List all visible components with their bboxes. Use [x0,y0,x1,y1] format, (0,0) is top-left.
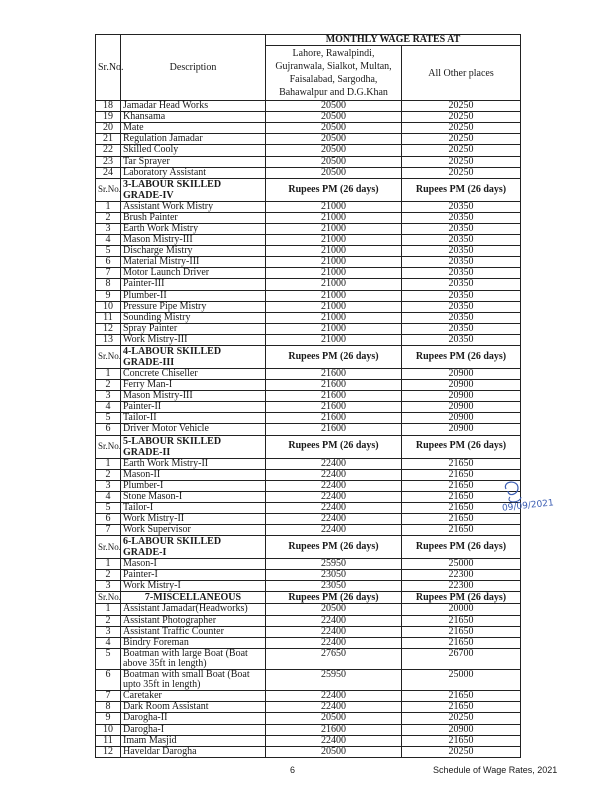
rate-other-places-cell: 20350 [402,212,521,223]
sr-no-cell: 10 [96,724,121,735]
sr-no-cell: 13 [96,334,121,345]
rate-other-places-cell: 20900 [402,724,521,735]
description-cell: Painter-III [121,279,266,290]
rate-cities-cell: 20500 [266,156,402,167]
table-row [96,112,521,123]
rate-cities-cell: 22400 [266,735,402,746]
rate-cities-cell: 21600 [266,391,402,402]
rate-cities-cell: 21000 [266,268,402,279]
description-cell: Work Mistry-II [121,514,266,525]
table-row [96,279,521,290]
section-header-row [96,178,521,201]
rate-other-places-cell: 20350 [402,323,521,334]
sr-no-cell: 18 [96,101,121,112]
description-cell: Dark Room Assistant [121,702,266,713]
rate-cities-cell: 21600 [266,380,402,391]
description-cell: Skilled Cooly [121,145,266,156]
description-cell: Boatman with large Boat (Boat above 35ft in length) [121,648,266,669]
rate-other-places-cell: 21650 [402,702,521,713]
rate-other-places-cell: 26700 [402,648,521,669]
table-row [96,134,521,145]
rate-cities-cell: 23050 [266,570,402,581]
description-cell: Tailor-II [121,413,266,424]
rate-other-places-cell: 22300 [402,570,521,581]
sr-no-cell: 2 [96,380,121,391]
rate-other-places-cell: 21650 [402,502,521,513]
sr-no-cell: 8 [96,702,121,713]
section-header-row [96,536,521,559]
rate-cities-cell: 20500 [266,134,402,145]
description-cell: Laboratory Assistant [121,167,266,178]
sr-no-cell: 11 [96,735,121,746]
table-row [96,312,521,323]
description-cell: Darogha-I [121,724,266,735]
table-row [96,691,521,702]
description-cell: Tar Sprayer [121,156,266,167]
rate-cities-cell: 23050 [266,581,402,592]
cities-column-header: Lahore, Rawalpindi, Gujranwala, Sialkot, Multan, Faisalabad, Sargodha, Bahawalpur and D.G.Khan [266,46,402,101]
description-cell: Work Mistry-III [121,334,266,345]
description-cell: Discharge Mistry [121,246,266,257]
rate-cities-cell: 20500 [266,112,402,123]
sr-no-cell: 1 [96,458,121,469]
description-cell: Motor Launch Driver [121,268,266,279]
rate-other-places-cell: 21650 [402,469,521,480]
description-cell: Imam Masjid [121,735,266,746]
rate-other-places-cell: 20350 [402,334,521,345]
rate-cities-cell: 22400 [266,525,402,536]
description-cell: Tailor-I [121,502,266,513]
section-rate-cities-label: Rupees PM (26 days) [266,178,402,201]
sr-no-cell: 1 [96,368,121,379]
section-title: 7-MISCELLANEOUS [121,592,266,604]
table-row [96,201,521,212]
sr-no-cell: 24 [96,167,121,178]
rate-cities-cell: 20500 [266,123,402,134]
rate-cities-cell: 25950 [266,670,402,691]
rate-cities-cell: 21600 [266,424,402,435]
rate-cities-cell: 21000 [266,257,402,268]
sr-no-cell: 23 [96,156,121,167]
description-cell: Work Mistry-I [121,581,266,592]
rate-other-places-cell: 21650 [402,615,521,626]
rate-other-places-cell: 20900 [402,380,521,391]
table-row [96,380,521,391]
rate-other-places-cell: 20350 [402,268,521,279]
table-row [96,323,521,334]
sr-no-cell: 3 [96,223,121,234]
rate-other-places-cell: 20900 [402,391,521,402]
description-cell: Earth Work Mistry-II [121,458,266,469]
sr-no-cell: 3 [96,480,121,491]
rate-other-places-cell: 20350 [402,223,521,234]
rate-other-places-cell: 20250 [402,123,521,134]
rate-other-places-cell: 20350 [402,201,521,212]
handwritten-signature [496,479,558,519]
sr-no-cell: 4 [96,637,121,648]
rate-cities-cell: 21000 [266,334,402,345]
rate-other-places-cell: 20250 [402,156,521,167]
sr-no-cell: 19 [96,112,121,123]
rate-cities-cell: 25950 [266,559,402,570]
table-row [96,480,521,491]
description-cell: Regulation Jamadar [121,134,266,145]
section-header-row [96,345,521,368]
sr-no-cell: 1 [96,559,121,570]
section-sr-no-label: Sr.No. [96,536,121,559]
description-header: Description [121,35,266,101]
section-title: 6-LABOUR SKILLED GRADE-I [121,536,266,559]
monthly-wage-title: MONTHLY WAGE RATES AT [266,35,521,46]
rate-other-places-cell: 21650 [402,480,521,491]
table-row [96,581,521,592]
sr-no-cell: 1 [96,201,121,212]
section-rate-other-label: Rupees PM (26 days) [402,435,521,458]
sr-no-cell: 21 [96,134,121,145]
rate-other-places-cell: 20900 [402,413,521,424]
table-row [96,604,521,615]
description-cell: Assistant Traffic Counter [121,626,266,637]
rate-other-places-cell: 21650 [402,626,521,637]
rate-cities-cell: 21600 [266,368,402,379]
description-cell: Caretaker [121,691,266,702]
sr-no-cell: 6 [96,670,121,691]
rate-other-places-cell: 21650 [402,735,521,746]
sr-no-cell: 2 [96,615,121,626]
section-title: 5-LABOUR SKILLED GRADE-II [121,435,266,458]
description-cell: Mason-II [121,469,266,480]
table-row [96,301,521,312]
rate-cities-cell: 21600 [266,413,402,424]
sr-no-cell: 5 [96,648,121,669]
rate-other-places-cell: 22300 [402,581,521,592]
sr-no-cell: 9 [96,713,121,724]
description-cell: Darogha-II [121,713,266,724]
table-row [96,145,521,156]
rate-cities-cell: 21000 [266,201,402,212]
table-row [96,334,521,345]
rate-other-places-cell: 20900 [402,402,521,413]
description-cell: Painter-II [121,402,266,413]
section-rate-other-label: Rupees PM (26 days) [402,536,521,559]
table-row [96,413,521,424]
description-cell: Boatman with small Boat (Boat upto 35ft in length) [121,670,266,691]
rate-cities-cell: 20500 [266,746,402,757]
sr-no-cell: 12 [96,746,121,757]
sr-no-cell: 5 [96,413,121,424]
sr-no-cell: 6 [96,424,121,435]
section-header-row [96,435,521,458]
rate-other-places-cell: 20350 [402,235,521,246]
table-row [96,637,521,648]
rate-other-places-cell: 20250 [402,101,521,112]
sr-no-cell: 2 [96,212,121,223]
sr-no-cell: 12 [96,323,121,334]
description-cell: Mason-I [121,559,266,570]
rate-other-places-cell: 21650 [402,514,521,525]
rate-other-places-cell: 20250 [402,746,521,757]
description-cell: Assistant Photographer [121,615,266,626]
table-row [96,290,521,301]
sr-no-cell: 4 [96,402,121,413]
table-row [96,223,521,234]
description-cell: Concrete Chiseller [121,368,266,379]
rate-other-places-cell: 20350 [402,312,521,323]
table-row [96,702,521,713]
sr-no-cell: 6 [96,514,121,525]
description-cell: Plumber-II [121,290,266,301]
table-row [96,246,521,257]
rate-cities-cell: 20500 [266,604,402,615]
sr-no-cell: 1 [96,604,121,615]
rate-cities-cell: 20500 [266,145,402,156]
table-row [96,257,521,268]
section-sr-no-label: Sr.No. [96,345,121,368]
table-row [96,724,521,735]
rate-cities-cell: 20500 [266,167,402,178]
sr-no-cell: 2 [96,469,121,480]
other-places-column-header: All Other places [402,46,521,101]
table-row [96,368,521,379]
sr-no-cell: 11 [96,312,121,323]
sr-no-cell: 3 [96,391,121,402]
table-row [96,746,521,757]
sr-no-cell: 7 [96,268,121,279]
section-rate-other-label: Rupees PM (26 days) [402,592,521,604]
table-row [96,514,521,525]
description-cell: Stone Mason-I [121,491,266,502]
section-sr-no-label: Sr.No. [96,178,121,201]
section-sr-no-label: Sr.No. [96,592,121,604]
description-cell: Spray Painter [121,323,266,334]
description-cell: Earth Work Mistry [121,223,266,234]
table-row [96,424,521,435]
table-row [96,570,521,581]
rate-other-places-cell: 21650 [402,525,521,536]
sr-no-cell: 4 [96,235,121,246]
description-cell: Sounding Mistry [121,312,266,323]
sr-no-cell: 6 [96,257,121,268]
table-row [96,735,521,746]
sr-no-cell: 20 [96,123,121,134]
table-row [96,626,521,637]
rate-cities-cell: 22400 [266,514,402,525]
section-rate-cities-label: Rupees PM (26 days) [266,345,402,368]
rate-other-places-cell: 20000 [402,604,521,615]
table-row [96,713,521,724]
rate-other-places-cell: 20250 [402,112,521,123]
table-row [96,559,521,570]
rate-cities-cell: 21000 [266,223,402,234]
description-cell: Plumber-I [121,480,266,491]
rate-other-places-cell: 20900 [402,424,521,435]
rate-cities-cell: 20500 [266,101,402,112]
rate-other-places-cell: 20350 [402,290,521,301]
section-rate-cities-label: Rupees PM (26 days) [266,435,402,458]
description-cell: Brush Painter [121,212,266,223]
description-cell: Pressure Pipe Mistry [121,301,266,312]
signature-date: 09/09/2021 [501,498,555,514]
description-cell: Work Supervisor [121,525,266,536]
sr-no-cell: 7 [96,691,121,702]
description-cell: Khansama [121,112,266,123]
rate-cities-cell: 22400 [266,502,402,513]
table-row [96,156,521,167]
table-row [96,268,521,279]
table-row [96,502,521,513]
sr-no-header: Sr.No. [96,35,121,101]
rate-cities-cell: 21000 [266,235,402,246]
rate-cities-cell: 21000 [266,301,402,312]
sr-no-cell: 2 [96,570,121,581]
section-rate-cities-label: Rupees PM (26 days) [266,536,402,559]
table-row [96,212,521,223]
table-row [96,235,521,246]
description-cell: Mason Mistry-III [121,391,266,402]
table-row [96,391,521,402]
rate-cities-cell: 22400 [266,458,402,469]
section-rate-other-label: Rupees PM (26 days) [402,178,521,201]
table-row [96,615,521,626]
rate-other-places-cell: 21650 [402,637,521,648]
rate-cities-cell: 22400 [266,626,402,637]
rate-cities-cell: 22400 [266,702,402,713]
rate-cities-cell: 27650 [266,648,402,669]
rate-other-places-cell: 21650 [402,691,521,702]
rate-other-places-cell: 20350 [402,279,521,290]
description-cell: Mason Mistry-III [121,235,266,246]
sr-no-cell: 3 [96,581,121,592]
rate-cities-cell: 21600 [266,724,402,735]
rate-cities-cell: 20500 [266,713,402,724]
page-number: 6 [290,765,296,775]
rate-cities-cell: 21600 [266,402,402,413]
rate-other-places-cell: 25000 [402,559,521,570]
rate-other-places-cell: 21650 [402,458,521,469]
table-row [96,469,521,480]
sr-no-cell: 22 [96,145,121,156]
section-rate-cities-label: Rupees PM (26 days) [266,592,402,604]
table-row [96,670,521,691]
table-row [96,101,521,112]
section-header-row [96,592,521,604]
sr-no-cell: 5 [96,502,121,513]
rate-cities-cell: 21000 [266,323,402,334]
rate-other-places-cell: 20250 [402,167,521,178]
rate-cities-cell: 22400 [266,691,402,702]
description-cell: Assistant Work Mistry [121,201,266,212]
rate-cities-cell: 22400 [266,491,402,502]
rate-cities-cell: 21000 [266,312,402,323]
table-row [96,491,521,502]
description-cell: Assistant Jamadar(Headworks) [121,604,266,615]
sr-no-cell: 5 [96,246,121,257]
sr-no-cell: 4 [96,491,121,502]
table-row [96,123,521,134]
rate-other-places-cell: 20900 [402,368,521,379]
table-row [96,402,521,413]
rate-other-places-cell: 20250 [402,713,521,724]
rate-other-places-cell: 25000 [402,670,521,691]
header-row-1 [96,35,521,46]
rate-cities-cell: 22400 [266,637,402,648]
description-cell: Driver Motor Vehicle [121,424,266,435]
description-cell: Ferry Man-I [121,380,266,391]
table-row [96,525,521,536]
section-sr-no-label: Sr.No. [96,435,121,458]
table-row [96,458,521,469]
rate-cities-cell: 22400 [266,615,402,626]
description-cell: Painter-I [121,570,266,581]
table-row [96,167,521,178]
rate-cities-cell: 22400 [266,469,402,480]
section-title: 3-LABOUR SKILLED GRADE-IV [121,178,266,201]
rate-other-places-cell: 21650 [402,491,521,502]
sr-no-cell: 9 [96,290,121,301]
section-rate-other-label: Rupees PM (26 days) [402,345,521,368]
section-title: 4-LABOUR SKILLED GRADE-III [121,345,266,368]
sr-no-cell: 8 [96,279,121,290]
rate-cities-cell: 22400 [266,480,402,491]
sr-no-cell: 7 [96,525,121,536]
rate-other-places-cell: 20350 [402,301,521,312]
wage-rate-table [95,34,521,758]
description-cell: Jamadar Head Works [121,101,266,112]
table-row [96,648,521,669]
rate-cities-cell: 21000 [266,279,402,290]
rate-other-places-cell: 20350 [402,246,521,257]
rate-other-places-cell: 20350 [402,257,521,268]
footer-document-title: Schedule of Wage Rates, 2021 [433,765,558,775]
rate-cities-cell: 21000 [266,212,402,223]
rate-other-places-cell: 20250 [402,134,521,145]
rate-cities-cell: 21000 [266,246,402,257]
sr-no-cell: 10 [96,301,121,312]
description-cell: Bindry Foreman [121,637,266,648]
rate-cities-cell: 21000 [266,290,402,301]
description-cell: Mate [121,123,266,134]
sr-no-cell: 3 [96,626,121,637]
rate-other-places-cell: 20250 [402,145,521,156]
description-cell: Haveldar Darogha [121,746,266,757]
description-cell: Material Mistry-III [121,257,266,268]
